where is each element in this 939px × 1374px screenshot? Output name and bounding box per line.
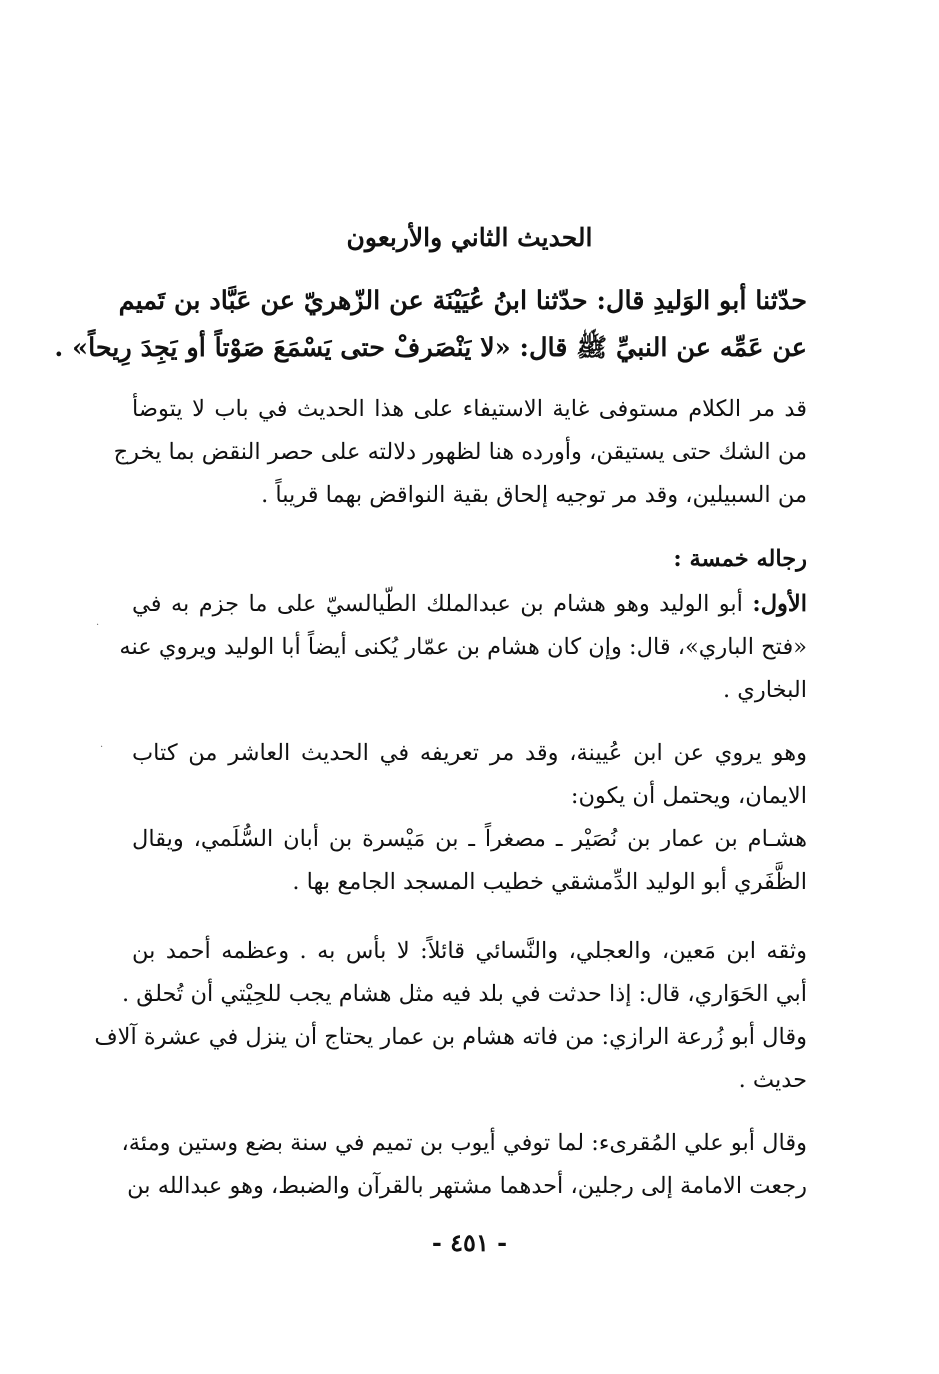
paragraph-line: من الشك حتى يستيقن، وأورده هنا لظهور دلالته على حصر النقض بما يخرج xyxy=(113,439,807,465)
muqri-paragraph xyxy=(121,1122,807,1208)
authentication-paragraph xyxy=(94,930,807,1102)
paragraph-line: قد مر الكلام مستوفى غاية الاستيفاء على هذا الحديث في باب لا يتوضأ xyxy=(132,396,807,422)
paragraph-line: رجعت الامامة إلى رجلين، أحدهما مشتهر بالقرآن والضبط، وهو عبدالله بن xyxy=(127,1173,807,1199)
narrators-heading xyxy=(132,538,807,581)
hadith-line: حدّثنا أبو الوَليدِ قال: حدّثنا ابنُ عُيَيْنَة عن الزّهريّ عن عَبَّاد بن تَميم xyxy=(118,286,807,316)
paragraph-line: وهو يروي عن ابن عُيينة، وقد مر تعريفه في الحديث العاشر من كتاب xyxy=(132,740,807,766)
first-narrator-text: أبو الوليد وهو هشام بن عبدالملك الطّيالسيّ على ما جزم به في xyxy=(132,591,743,617)
paragraph-line: هشـام بن عمار بن نُصَيْر ـ مصغراً ـ بن مَيْسرة بن أبان السُّلَمي، ويقال xyxy=(132,826,807,852)
paragraph-line: الظَّفَري أبو الوليد الدِّمشقي خطيب المسجد الجامع بها . xyxy=(292,869,807,895)
hadith-text xyxy=(54,278,807,372)
first-narrator-paragraph xyxy=(119,583,807,712)
hisham-paragraph xyxy=(132,818,807,904)
paragraph-line: حديث . xyxy=(738,1067,807,1093)
page-heading: الحديث الثاني والأربعون xyxy=(346,223,593,252)
scan-speck: · xyxy=(96,620,100,631)
paragraph-line: «فتح الباري»، قال: وإن كان هشام بن عمّار يُكنى أيضاً أبا الوليد ويروي عنه xyxy=(119,634,807,660)
paragraph-line: وقال أبو علي المُقرىء: لما توفي أيوب بن تميم في سنة بضع وستين ومئة، xyxy=(121,1130,807,1156)
paragraph-line: البخاري . xyxy=(722,677,807,703)
paragraph-line xyxy=(132,583,807,626)
scan-speck: · xyxy=(100,742,104,753)
narrator-note-paragraph xyxy=(132,732,807,818)
paragraph-line: الايمان، ويحتمل أن يكون: xyxy=(570,783,807,809)
paragraph-line: من السبيلين، وقد مر توجيه إلحاق بقية النواقض بهما قريباً . xyxy=(261,482,807,508)
paragraph-line: وقال أبو زُرعة الرازي: من فاته هشام بن عمار يحتاج أن ينزل في عشرة آلاف xyxy=(94,1024,807,1050)
narrators-heading-text: رجاله خمسة : xyxy=(673,546,807,572)
hadith-line: عن عَمِّه عن النبيِّ ﷺ قال: «لا يَنْصَرفْ حتى يَسْمَعَ صَوْتاً أو يَجِدَ رِيحاً» . xyxy=(54,333,807,363)
commentary-paragraph xyxy=(113,388,807,517)
paragraph-line: وثقه ابن مَعين، والعجلي، والنَّسائي قائلاً: لا بأس به . وعظمه أحمد بن xyxy=(132,938,807,964)
paragraph-line: أبي الحَوَاري، قال: إذا حدثت في بلد فيه مثل هشام يجب للحِيْتي أن تُحلق . xyxy=(122,981,807,1007)
page-number: - ٤٥١ - xyxy=(431,1228,508,1257)
first-narrator-label: الأول: xyxy=(752,591,807,617)
